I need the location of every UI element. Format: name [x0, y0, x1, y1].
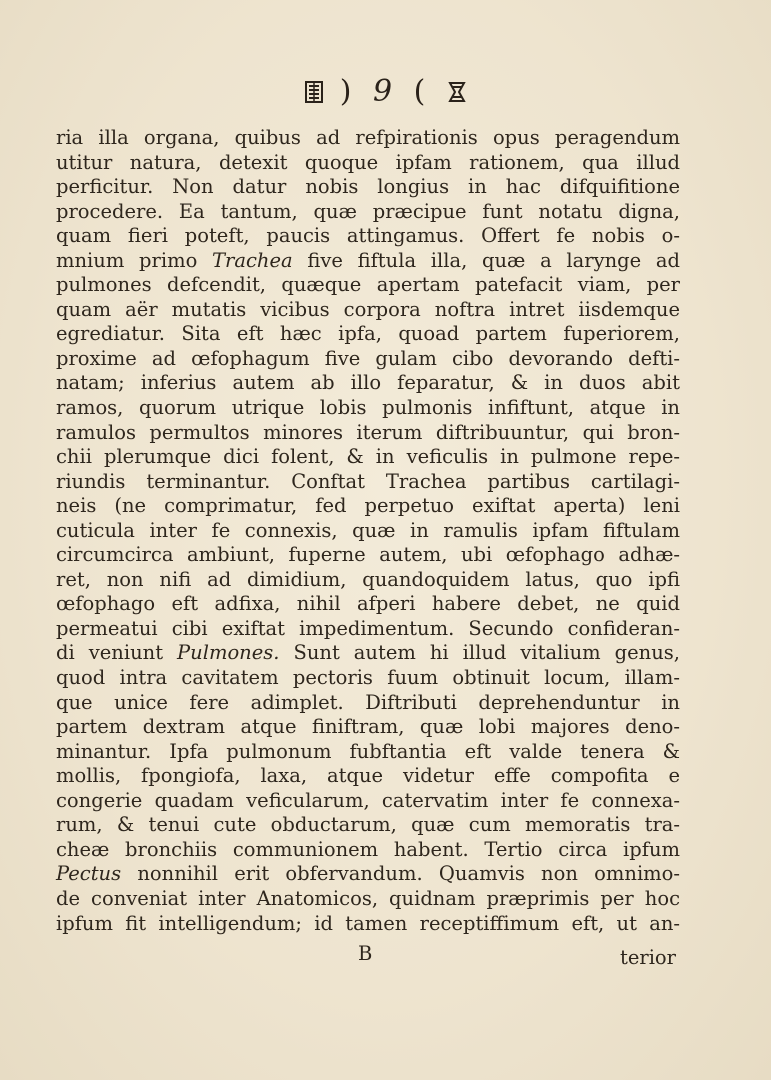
text-line: ria illa organa, quibus ad refpirationis opus peragendum — [56, 126, 680, 149]
text-line: ipfum fit intelligendum; id tamen receptiffimum eft, ut an- — [56, 911, 680, 935]
text-line: circumcirca ambiunt, fuperne autem, ubi œfophago adhæ- — [56, 543, 680, 567]
fleuron-right-icon — [447, 80, 467, 104]
text-line: riundis terminantur. Conftat Trachea partibus cartilagi- — [56, 469, 680, 493]
body-text — [56, 126, 680, 936]
text-line: chii plerumque dici folent, & in veficulis in pulmone repe- — [56, 445, 680, 469]
text-line: natam; inferius autem ab illo feparatur, & in duos abit — [56, 371, 680, 395]
text-line: perficitur. Non datur nobis longius in hac difquifitione — [56, 175, 680, 199]
page-header — [0, 74, 771, 109]
text-line: ramos, quorum utrique lobis pulmonis infiftunt, atque in — [56, 396, 680, 420]
text-line: rum, & tenui cute obductarum, quæ cum memoratis tra- — [56, 813, 680, 837]
text-line: proxime ad œfophagum five gulam cibo devorando defti- — [56, 346, 680, 370]
text-line: quod intra cavitatem pectoris fuum obtinuit locum, illam- — [56, 666, 680, 690]
text-line: congerie quadam veficularum, catervatim inter fe connexa- — [56, 788, 680, 812]
text-line: ret, non nifi ad dimidium, quandoquidem latus, quo ipfi — [56, 567, 680, 591]
text-line: de conveniat inter Anatomicos, quidnam præprimis per hoc — [56, 886, 680, 910]
text-line: mollis, fpongiofa, laxa, atque videtur effe compofita e — [56, 764, 680, 788]
text-line: minantur. Ipfa pulmonum fubftantia eft valde tenera & — [56, 739, 680, 763]
text-line: cuticula inter fe connexis, quæ in ramulis ipfam fiftulam — [56, 518, 680, 542]
text-line: œfophago eft adfixa, nihil afperi habere debet, ne quid — [56, 592, 680, 616]
text-line: cheæ bronchiis communionem habent. Tertio circa ipfum — [56, 837, 680, 861]
italic-term: Trachea — [212, 248, 293, 272]
italic-term: Pectus — [56, 862, 122, 886]
page-number: 9 — [372, 74, 399, 109]
text-line: procedere. Ea tantum, quæ præcipue funt notatu digna, — [56, 199, 680, 223]
text-line: utitur natura, detexit quoque ipfam rationem, qua illud — [56, 150, 680, 174]
text-line: quam fieri poteft, paucis attingamus. Offert fe nobis o- — [56, 224, 680, 248]
header-left-bracket: ) — [339, 74, 358, 109]
text-line: que unice fere adimplet. Diftributi deprehenduntur in — [56, 690, 680, 714]
signature-mark: B — [358, 942, 373, 965]
text-line: quam aër mutatis vicibus corpora noftra intret iisdemque — [56, 297, 680, 321]
fleuron-left-icon — [304, 80, 324, 104]
text-line: Pectus nonnihil erit obfervandum. Quamvis non omnimo- — [56, 862, 680, 886]
catchword: terior — [620, 946, 676, 969]
text-line: pulmones defcendit, quæque apertam patefacit viam, per — [56, 273, 680, 297]
text-line: neis (ne comprimatur, fed perpetuo exiftat aperta) leni — [56, 494, 680, 518]
text-line: egrediatur. Sita eft hæc ipfa, quoad partem fuperiorem, — [56, 322, 680, 346]
page-footer — [0, 942, 771, 968]
text-line: permeatui cibi exiftat impedimentum. Secundo confideran- — [56, 616, 680, 640]
italic-term: Pulmones. — [177, 641, 280, 665]
text-line: mnium primo Trachea five fiftula illa, quæ a larynge ad — [56, 248, 680, 272]
text-line: di veniunt Pulmones. Sunt autem hi illud vitalium genus, — [56, 641, 680, 665]
text-line: ramulos permultos minores iterum diftribuuntur, qui bron- — [56, 420, 680, 444]
text-line: partem dextram atque finiftram, quæ lobi majores deno- — [56, 715, 680, 739]
header-right-bracket: ( — [413, 74, 432, 109]
